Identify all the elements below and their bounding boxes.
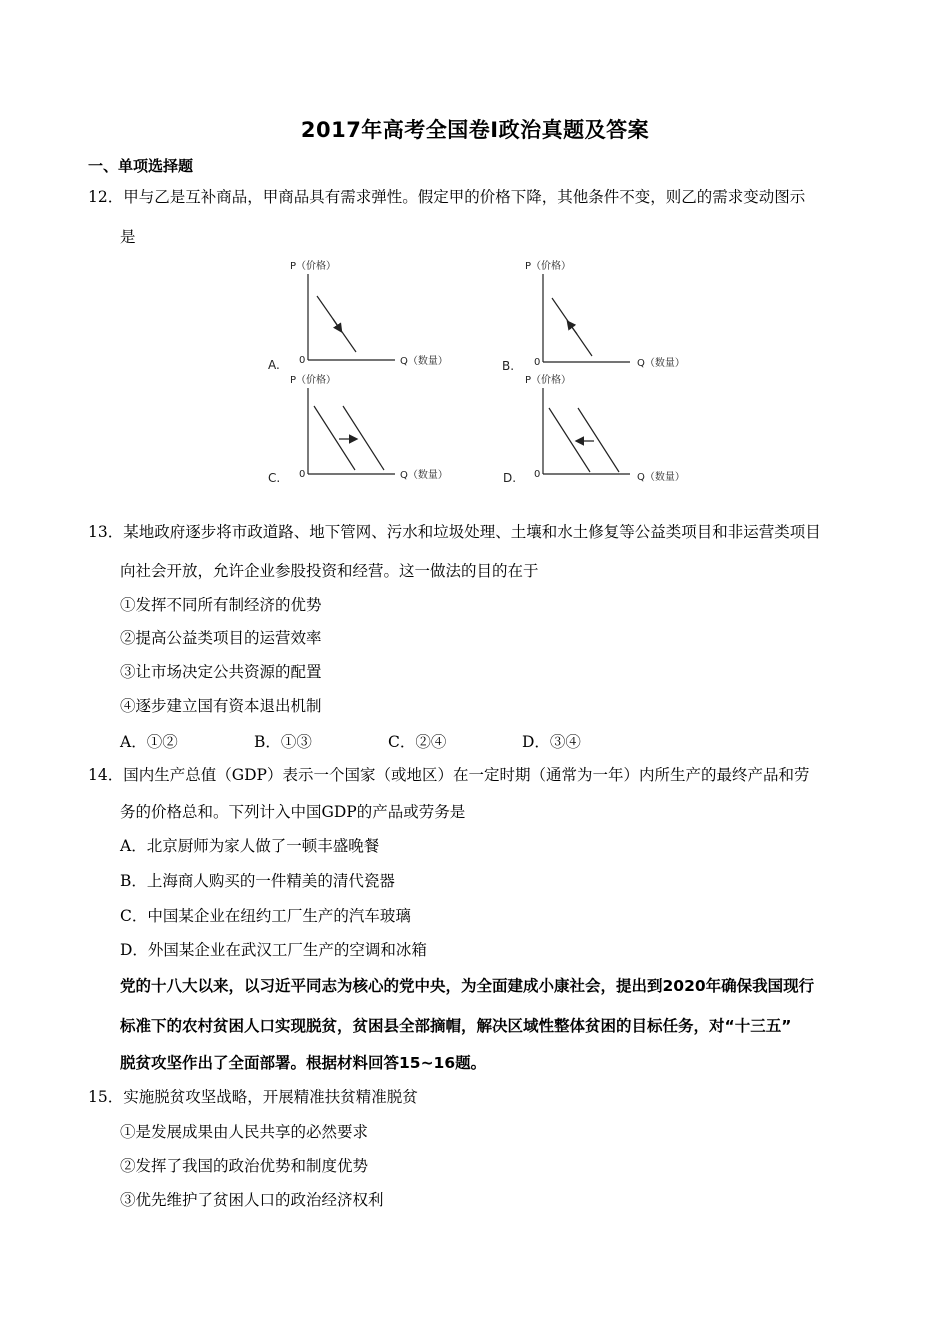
- graph-c-axis-q: Q（数量）: [400, 470, 448, 481]
- material-line2: 标准下的农村贫困人口实现脱贫，贫困县全部摘帽，解决区域性整体贫困的目标任务，对“十三五”: [120, 1017, 792, 1035]
- q12-stem-line1: 12．甲与乙是互补商品，甲商品具有需求弹性。假定甲的价格下降，其他条件不变，则乙的需求变动图示: [88, 188, 806, 206]
- material-line1: 党的十八大以来，以习近平同志为核心的党中央，为全面建成小康社会，提出到2020年确保我国现行: [120, 977, 815, 995]
- q14-stem-line1: 14．国内生产总值（GDP）表示一个国家（或地区）在一定时期（通常为一年）内所生产的最终产品和劳: [88, 766, 810, 784]
- graph-a-origin: 0: [299, 355, 306, 366]
- q13-item-1: ①发挥不同所有制经济的优势: [120, 596, 322, 614]
- q13-stem-line1: 13．某地政府逐步将市政道路、地下管网、污水和垃圾处理、土壤和水土修复等公益类项目和非运营类项目: [88, 523, 821, 541]
- graph-a: [268, 259, 448, 372]
- q13-item-2: ②提高公益类项目的运营效率: [120, 629, 322, 647]
- q14-option-a: A．北京厨师为家人做了一顿丰盛晚餐: [120, 837, 380, 855]
- graph-b-movement-arrow: [568, 322, 577, 334]
- graph-c-origin: 0: [299, 469, 306, 480]
- q13-option-b: B．①③: [254, 733, 312, 751]
- q13-option-a: A．①②: [120, 733, 178, 751]
- graph-b-origin: 0: [534, 357, 541, 368]
- section-heading: 一、单项选择题: [88, 157, 194, 175]
- graph-a-movement-arrow: [333, 319, 341, 331]
- q14-stem-line2: 务的价格总和。下列计入中国GDP的产品或劳务是: [120, 803, 466, 821]
- q12-stem-line2: 是: [120, 228, 136, 246]
- q15-item-3: ③优先维护了贫困人口的政治经济权利: [120, 1191, 384, 1209]
- q12-demand-graphs: [255, 252, 715, 492]
- graph-b: [502, 259, 685, 373]
- graph-a-axis-q: Q（数量）: [400, 356, 448, 367]
- graph-d: [503, 373, 685, 485]
- graph-d-label: D.: [503, 471, 517, 485]
- material-line3: 脱贫攻坚作出了全面部署。根据材料回答15~16题。: [120, 1054, 487, 1072]
- graph-c: [268, 373, 448, 485]
- q13-option-c: C．②④: [388, 733, 447, 751]
- graph-a-label: A.: [268, 358, 280, 372]
- q14-option-c: C．中国某企业在纽约工厂生产的汽车玻璃: [120, 907, 411, 925]
- q13-stem-line2: 向社会开放，允许企业参股投资和经营。这一做法的目的在于: [120, 562, 539, 580]
- q13-option-d: D．③④: [522, 733, 581, 751]
- q14-option-b: B．上海商人购买的一件精美的清代瓷器: [120, 872, 395, 890]
- graph-d-axis-q: Q（数量）: [637, 472, 685, 483]
- graph-a-axis-p: P（价格）: [290, 261, 337, 272]
- page-title: 2017年高考全国卷Ⅰ政治真题及答案: [300, 118, 650, 142]
- q13-item-4: ④逐步建立国有资本退出机制: [120, 697, 322, 715]
- demand-graphs-figure: [255, 252, 715, 492]
- graph-d-origin: 0: [534, 469, 541, 480]
- graph-c-label: C.: [268, 471, 281, 485]
- graph-b-axis-q: Q（数量）: [637, 358, 685, 369]
- q14-option-d: D．外国某企业在武汉工厂生产的空调和冰箱: [120, 941, 427, 959]
- q15-item-1: ①是发展成果由人民共享的必然要求: [120, 1123, 369, 1141]
- graph-b-label: B.: [502, 359, 515, 373]
- q13-item-3: ③让市场决定公共资源的配置: [120, 663, 322, 681]
- graph-c-axis-p: P（价格）: [290, 375, 337, 386]
- q15-item-2: ②发挥了我国的政治优势和制度优势: [120, 1157, 369, 1175]
- q15-stem: 15．实施脱贫攻坚战略，开展精准扶贫精准脱贫: [88, 1088, 418, 1106]
- graph-d-axis-p: P（价格）: [525, 375, 572, 386]
- graph-b-axis-p: P（价格）: [525, 261, 572, 272]
